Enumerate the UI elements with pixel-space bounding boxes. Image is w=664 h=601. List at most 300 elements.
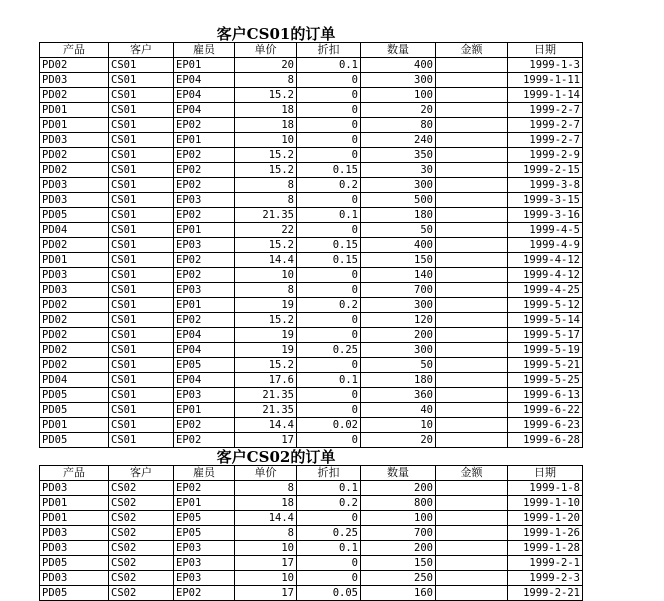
cell-product: PD02 [40, 148, 109, 163]
cell-customer: CS01 [109, 73, 174, 88]
cell-amount [436, 403, 508, 418]
cell-product: PD03 [40, 133, 109, 148]
cell-discount: 0.1 [297, 373, 361, 388]
cell-employee: EP02 [174, 208, 235, 223]
cell-unit-price: 10 [235, 571, 297, 586]
cell-customer: CS01 [109, 373, 174, 388]
cell-unit-price: 14.4 [235, 511, 297, 526]
column-header-unit-price: 单价 [235, 43, 297, 58]
table-row [40, 103, 583, 118]
cell-quantity: 500 [361, 193, 436, 208]
cell-customer: CS01 [109, 343, 174, 358]
cell-customer: CS01 [109, 103, 174, 118]
cell-customer: CS01 [109, 238, 174, 253]
cell-date: 1999-2-7 [508, 118, 583, 133]
cell-unit-price: 21.35 [235, 388, 297, 403]
cell-date: 1999-1-28 [508, 541, 583, 556]
cell-quantity: 300 [361, 343, 436, 358]
cell-discount: 0.25 [297, 343, 361, 358]
cell-product: PD05 [40, 208, 109, 223]
cell-product: PD02 [40, 163, 109, 178]
cell-amount [436, 541, 508, 556]
cell-unit-price: 14.4 [235, 253, 297, 268]
cell-product: PD02 [40, 313, 109, 328]
cell-date: 1999-1-26 [508, 526, 583, 541]
cell-employee: EP02 [174, 433, 235, 448]
column-header-product: 产品 [40, 43, 109, 58]
cell-date: 1999-5-25 [508, 373, 583, 388]
cell-quantity: 360 [361, 388, 436, 403]
cell-customer: CS02 [109, 571, 174, 586]
header-row [40, 43, 583, 58]
cell-discount: 0 [297, 358, 361, 373]
cell-customer: CS01 [109, 388, 174, 403]
cell-unit-price: 15.2 [235, 148, 297, 163]
column-header-discount: 折扣 [297, 43, 361, 58]
cell-unit-price: 17 [235, 556, 297, 571]
cell-quantity: 700 [361, 283, 436, 298]
cell-customer: CS01 [109, 328, 174, 343]
cell-discount: 0 [297, 223, 361, 238]
cell-unit-price: 19 [235, 328, 297, 343]
cell-date: 1999-5-19 [508, 343, 583, 358]
cell-unit-price: 19 [235, 343, 297, 358]
cell-quantity: 200 [361, 481, 436, 496]
cell-product: PD05 [40, 403, 109, 418]
column-header-amount: 金额 [436, 43, 508, 58]
table-row [40, 148, 583, 163]
cell-unit-price: 14.4 [235, 418, 297, 433]
cell-date: 1999-3-16 [508, 208, 583, 223]
cell-amount [436, 586, 508, 601]
table-row [40, 586, 583, 601]
cell-amount [436, 556, 508, 571]
cell-employee: EP02 [174, 481, 235, 496]
cell-quantity: 120 [361, 313, 436, 328]
cell-unit-price: 8 [235, 481, 297, 496]
cell-customer: CS01 [109, 58, 174, 73]
cell-amount [436, 118, 508, 133]
cell-quantity: 20 [361, 103, 436, 118]
orders-table [39, 465, 583, 601]
column-header-discount: 折扣 [297, 466, 361, 481]
cell-quantity: 10 [361, 418, 436, 433]
cell-date: 1999-4-12 [508, 268, 583, 283]
cell-discount: 0.02 [297, 418, 361, 433]
table-row [40, 496, 583, 511]
cell-employee: EP04 [174, 88, 235, 103]
cell-amount [436, 268, 508, 283]
cell-discount: 0 [297, 571, 361, 586]
cell-customer: CS02 [109, 541, 174, 556]
cell-quantity: 350 [361, 148, 436, 163]
cell-quantity: 200 [361, 328, 436, 343]
cell-discount: 0 [297, 193, 361, 208]
cell-discount: 0 [297, 88, 361, 103]
cell-discount: 0 [297, 313, 361, 328]
cell-product: PD03 [40, 283, 109, 298]
cell-date: 1999-1-14 [508, 88, 583, 103]
cell-customer: CS02 [109, 481, 174, 496]
cell-product: PD01 [40, 118, 109, 133]
section-title: 客户CS02的订单 [216, 448, 336, 466]
cell-discount: 0.2 [297, 298, 361, 313]
cell-date: 1999-2-1 [508, 556, 583, 571]
table-row [40, 343, 583, 358]
cell-date: 1999-4-9 [508, 238, 583, 253]
table-row [40, 88, 583, 103]
table-row [40, 238, 583, 253]
cell-product: PD02 [40, 58, 109, 73]
cell-unit-price: 15.2 [235, 163, 297, 178]
table-row [40, 556, 583, 571]
cell-date: 1999-1-20 [508, 511, 583, 526]
cell-date: 1999-6-28 [508, 433, 583, 448]
cell-employee: EP03 [174, 388, 235, 403]
cell-amount [436, 343, 508, 358]
cell-product: PD03 [40, 526, 109, 541]
table-row [40, 178, 583, 193]
cell-amount [436, 148, 508, 163]
column-header-date: 日期 [508, 43, 583, 58]
table-row [40, 118, 583, 133]
cell-quantity: 50 [361, 358, 436, 373]
cell-unit-price: 17 [235, 433, 297, 448]
cell-employee: EP03 [174, 571, 235, 586]
cell-amount [436, 433, 508, 448]
table-row [40, 388, 583, 403]
cell-quantity: 80 [361, 118, 436, 133]
cell-employee: EP01 [174, 298, 235, 313]
cell-employee: EP02 [174, 178, 235, 193]
cell-quantity: 160 [361, 586, 436, 601]
cell-unit-price: 20 [235, 58, 297, 73]
cell-discount: 0.1 [297, 58, 361, 73]
cell-quantity: 40 [361, 403, 436, 418]
cell-customer: CS01 [109, 193, 174, 208]
cell-product: PD01 [40, 418, 109, 433]
cell-product: PD03 [40, 268, 109, 283]
cell-quantity: 700 [361, 526, 436, 541]
cell-unit-price: 17.6 [235, 373, 297, 388]
cell-date: 1999-2-21 [508, 586, 583, 601]
cell-unit-price: 8 [235, 73, 297, 88]
cell-product: PD05 [40, 433, 109, 448]
cell-date: 1999-1-11 [508, 73, 583, 88]
table-row [40, 526, 583, 541]
cell-employee: EP04 [174, 103, 235, 118]
column-header-customer: 客户 [109, 43, 174, 58]
table-row [40, 73, 583, 88]
cell-quantity: 100 [361, 511, 436, 526]
cell-amount [436, 526, 508, 541]
cell-discount: 0 [297, 433, 361, 448]
cell-employee: EP02 [174, 268, 235, 283]
column-header-date: 日期 [508, 466, 583, 481]
cell-customer: CS01 [109, 358, 174, 373]
cell-date: 1999-5-14 [508, 313, 583, 328]
cell-amount [436, 178, 508, 193]
table-row [40, 313, 583, 328]
section-title: 客户CS01的订单 [216, 25, 336, 43]
cell-customer: CS02 [109, 511, 174, 526]
cell-employee: EP01 [174, 223, 235, 238]
cell-amount [436, 208, 508, 223]
cell-unit-price: 10 [235, 133, 297, 148]
cell-amount [436, 88, 508, 103]
cell-employee: EP03 [174, 541, 235, 556]
cell-product: PD04 [40, 223, 109, 238]
cell-discount: 0.15 [297, 238, 361, 253]
table-row [40, 481, 583, 496]
cell-date: 1999-2-15 [508, 163, 583, 178]
cell-discount: 0 [297, 388, 361, 403]
cell-amount [436, 223, 508, 238]
table-row [40, 373, 583, 388]
column-header-employee: 雇员 [174, 43, 235, 58]
cell-amount [436, 511, 508, 526]
column-header-unit-price: 单价 [235, 466, 297, 481]
cell-product: PD05 [40, 556, 109, 571]
cell-customer: CS01 [109, 148, 174, 163]
cell-customer: CS01 [109, 223, 174, 238]
cell-customer: CS02 [109, 586, 174, 601]
cell-employee: EP04 [174, 328, 235, 343]
column-header-quantity: 数量 [361, 43, 436, 58]
cell-employee: EP03 [174, 556, 235, 571]
cell-product: PD05 [40, 586, 109, 601]
cell-employee: EP04 [174, 343, 235, 358]
cell-amount [436, 481, 508, 496]
cell-discount: 0 [297, 118, 361, 133]
cell-quantity: 100 [361, 88, 436, 103]
cell-discount: 0 [297, 148, 361, 163]
cell-date: 1999-4-12 [508, 253, 583, 268]
cell-discount: 0 [297, 268, 361, 283]
cell-employee: EP02 [174, 418, 235, 433]
cell-employee: EP02 [174, 586, 235, 601]
cell-quantity: 150 [361, 253, 436, 268]
cell-unit-price: 18 [235, 496, 297, 511]
cell-date: 1999-6-13 [508, 388, 583, 403]
cell-unit-price: 15.2 [235, 313, 297, 328]
cell-product: PD03 [40, 481, 109, 496]
cell-date: 1999-2-3 [508, 571, 583, 586]
table-row [40, 193, 583, 208]
cell-unit-price: 21.35 [235, 208, 297, 223]
cell-product: PD04 [40, 373, 109, 388]
cell-date: 1999-6-23 [508, 418, 583, 433]
cell-discount: 0.1 [297, 541, 361, 556]
cell-discount: 0.2 [297, 496, 361, 511]
cell-employee: EP05 [174, 511, 235, 526]
cell-discount: 0 [297, 328, 361, 343]
cell-product: PD02 [40, 328, 109, 343]
table-row [40, 253, 583, 268]
cell-customer: CS01 [109, 163, 174, 178]
cell-unit-price: 8 [235, 178, 297, 193]
cell-unit-price: 15.2 [235, 238, 297, 253]
cell-customer: CS01 [109, 403, 174, 418]
cell-customer: CS01 [109, 118, 174, 133]
cell-employee: EP01 [174, 496, 235, 511]
cell-amount [436, 193, 508, 208]
cell-employee: EP02 [174, 148, 235, 163]
cell-quantity: 50 [361, 223, 436, 238]
cell-employee: EP05 [174, 358, 235, 373]
table-row [40, 133, 583, 148]
cell-employee: EP01 [174, 58, 235, 73]
cell-customer: CS01 [109, 268, 174, 283]
cell-discount: 0 [297, 73, 361, 88]
cell-quantity: 250 [361, 571, 436, 586]
cell-quantity: 300 [361, 298, 436, 313]
cell-customer: CS02 [109, 556, 174, 571]
cell-unit-price: 22 [235, 223, 297, 238]
cell-discount: 0.25 [297, 526, 361, 541]
cell-unit-price: 8 [235, 283, 297, 298]
cell-customer: CS01 [109, 178, 174, 193]
cell-unit-price: 8 [235, 193, 297, 208]
table-row [40, 571, 583, 586]
cell-product: PD02 [40, 238, 109, 253]
header-row [40, 466, 583, 481]
cell-product: PD02 [40, 358, 109, 373]
column-header-amount: 金额 [436, 466, 508, 481]
table-row [40, 328, 583, 343]
cell-customer: CS01 [109, 313, 174, 328]
cell-date: 1999-2-7 [508, 133, 583, 148]
cell-date: 1999-5-17 [508, 328, 583, 343]
cell-date: 1999-4-25 [508, 283, 583, 298]
cell-amount [436, 418, 508, 433]
table-row [40, 163, 583, 178]
cell-product: PD05 [40, 388, 109, 403]
cell-amount [436, 358, 508, 373]
table-row [40, 298, 583, 313]
cell-amount [436, 73, 508, 88]
cell-amount [436, 298, 508, 313]
cell-customer: CS01 [109, 253, 174, 268]
cell-quantity: 150 [361, 556, 436, 571]
cell-discount: 0.05 [297, 586, 361, 601]
cell-discount: 0 [297, 133, 361, 148]
cell-employee: EP02 [174, 118, 235, 133]
table-row [40, 541, 583, 556]
cell-customer: CS01 [109, 208, 174, 223]
cell-customer: CS01 [109, 88, 174, 103]
cell-unit-price: 21.35 [235, 403, 297, 418]
cell-quantity: 180 [361, 208, 436, 223]
cell-unit-price: 10 [235, 268, 297, 283]
cell-product: PD01 [40, 253, 109, 268]
cell-amount [436, 253, 508, 268]
cell-product: PD03 [40, 193, 109, 208]
cell-discount: 0.1 [297, 481, 361, 496]
table-row [40, 511, 583, 526]
cell-date: 1999-1-10 [508, 496, 583, 511]
cell-discount: 0 [297, 103, 361, 118]
cell-product: PD01 [40, 103, 109, 118]
cell-employee: EP01 [174, 133, 235, 148]
table-row [40, 208, 583, 223]
cell-product: PD03 [40, 178, 109, 193]
cell-customer: CS01 [109, 418, 174, 433]
cell-date: 1999-5-21 [508, 358, 583, 373]
cell-customer: CS01 [109, 298, 174, 313]
column-header-quantity: 数量 [361, 466, 436, 481]
cell-discount: 0.15 [297, 163, 361, 178]
table-row [40, 223, 583, 238]
table-row [40, 358, 583, 373]
cell-amount [436, 283, 508, 298]
cell-amount [436, 103, 508, 118]
cell-employee: EP05 [174, 526, 235, 541]
cell-quantity: 200 [361, 541, 436, 556]
cell-amount [436, 373, 508, 388]
cell-unit-price: 8 [235, 526, 297, 541]
cell-customer: CS01 [109, 133, 174, 148]
cell-discount: 0 [297, 556, 361, 571]
cell-date: 1999-1-3 [508, 58, 583, 73]
cell-quantity: 300 [361, 73, 436, 88]
cell-customer: CS01 [109, 283, 174, 298]
cell-customer: CS02 [109, 526, 174, 541]
cell-amount [436, 388, 508, 403]
cell-product: PD01 [40, 496, 109, 511]
cell-date: 1999-3-8 [508, 178, 583, 193]
cell-employee: EP03 [174, 193, 235, 208]
cell-amount [436, 58, 508, 73]
cell-quantity: 400 [361, 58, 436, 73]
orders-table [39, 42, 583, 448]
cell-quantity: 20 [361, 433, 436, 448]
table-row [40, 418, 583, 433]
cell-discount: 0 [297, 283, 361, 298]
column-header-product: 产品 [40, 466, 109, 481]
cell-quantity: 800 [361, 496, 436, 511]
cell-amount [436, 496, 508, 511]
cell-quantity: 300 [361, 178, 436, 193]
cell-employee: EP04 [174, 373, 235, 388]
table-row [40, 283, 583, 298]
cell-date: 1999-2-7 [508, 103, 583, 118]
table-row [40, 268, 583, 283]
cell-employee: EP04 [174, 73, 235, 88]
cell-quantity: 240 [361, 133, 436, 148]
cell-date: 1999-3-15 [508, 193, 583, 208]
cell-date: 1999-5-12 [508, 298, 583, 313]
cell-employee: EP01 [174, 403, 235, 418]
cell-discount: 0 [297, 403, 361, 418]
cell-unit-price: 18 [235, 118, 297, 133]
cell-unit-price: 17 [235, 586, 297, 601]
table-row [40, 403, 583, 418]
cell-date: 1999-4-5 [508, 223, 583, 238]
cell-amount [436, 328, 508, 343]
cell-product: PD02 [40, 88, 109, 103]
cell-amount [436, 133, 508, 148]
column-header-employee: 雇员 [174, 466, 235, 481]
cell-employee: EP03 [174, 238, 235, 253]
cell-quantity: 30 [361, 163, 436, 178]
cell-amount [436, 163, 508, 178]
cell-unit-price: 10 [235, 541, 297, 556]
cell-unit-price: 15.2 [235, 358, 297, 373]
cell-employee: EP02 [174, 163, 235, 178]
cell-quantity: 180 [361, 373, 436, 388]
cell-amount [436, 238, 508, 253]
